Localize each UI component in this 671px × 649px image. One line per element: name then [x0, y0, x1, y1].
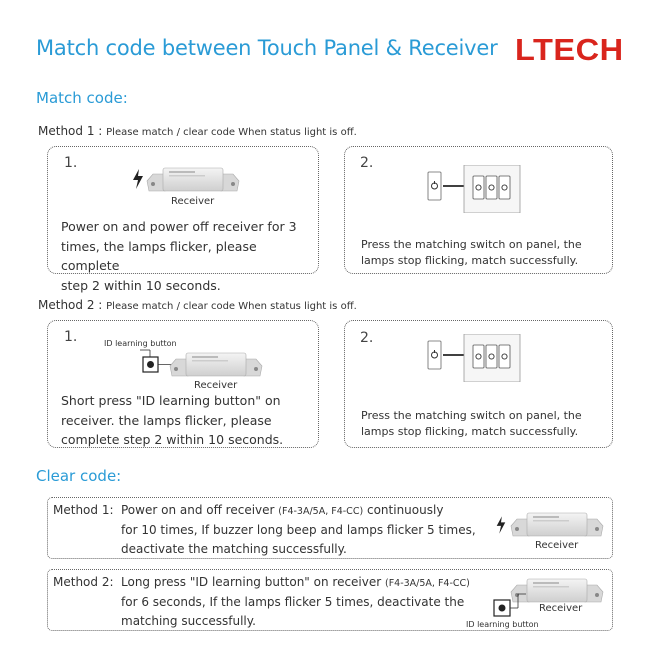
step-number: 1. — [64, 155, 78, 171]
receiver-caption: Receiver — [539, 603, 583, 614]
method-separator: : — [94, 298, 107, 312]
clear-method2-label: Method 2: — [53, 575, 114, 589]
method-label: Method 1 — [38, 124, 95, 138]
touch-panel-icon — [464, 334, 520, 382]
text-line: Press the matching switch on panel, the — [361, 409, 582, 422]
panel-match-diagram — [427, 334, 522, 382]
step-number: 2. — [360, 330, 374, 346]
lightning-icon — [131, 169, 145, 189]
touch-panel-icon — [464, 165, 520, 213]
text-line: for 6 seconds, If the lamps flicker 5 times, deactivate the — [121, 595, 465, 609]
clear-method1-text — [121, 501, 491, 559]
match-code-heading: Match code: — [36, 89, 128, 107]
panel-switch-icon — [428, 172, 441, 200]
match-method1-step1-text — [61, 217, 317, 295]
panel-match-diagram — [427, 165, 522, 213]
id-learning-button-caption: ID learning button — [104, 339, 177, 348]
text-line — [121, 501, 491, 521]
lightning-icon — [495, 516, 507, 534]
method-separator: : — [94, 124, 107, 138]
clear-method2-text — [121, 573, 493, 631]
receiver-device-icon — [509, 509, 605, 539]
method-note: Please match / clear code When status light is off. — [106, 301, 357, 312]
match-method2-step2-text — [361, 408, 611, 440]
clear-code-heading: Clear code: — [36, 467, 122, 485]
model-numbers: (F4-3A/5A, F4-CC) — [278, 506, 364, 517]
text-line: receiver. the lamps flicker, please — [61, 412, 272, 428]
match-method1-line — [38, 124, 357, 138]
text-line: step 2 within 10 seconds. — [61, 277, 221, 293]
method-label: Method 2 — [38, 298, 95, 312]
step-number: 2. — [360, 155, 374, 171]
receiver-caption: Receiver — [194, 380, 238, 391]
receiver-device-icon — [168, 349, 264, 379]
text-line: Short press "ID learning button" on — [61, 393, 281, 408]
ltech-logo: LTECH — [515, 32, 624, 67]
text-line — [121, 573, 493, 593]
method-note: Please match / clear code When status light is off. — [106, 127, 357, 138]
text-line: matching successfully. — [121, 614, 256, 628]
receiver-caption: Receiver — [535, 540, 579, 551]
clear-method1-label: Method 1: — [53, 503, 114, 517]
step-number: 1. — [64, 329, 78, 345]
receiver-device-icon — [145, 164, 241, 194]
text-main: Power on and off receiver — [121, 503, 279, 517]
text-line: complete step 2 within 10 seconds. — [61, 432, 284, 447]
text-line: lamps stop flicking, match successfully. — [361, 254, 579, 267]
model-numbers: (F4-3A/5A, F4-CC) — [385, 578, 470, 589]
text-line: Press the matching switch on panel, the — [361, 238, 582, 251]
panel-switch-icon — [428, 341, 441, 369]
text-line: times, the lamps flicker, please complete — [61, 238, 257, 273]
text-line: deactivate the matching successfully. — [121, 542, 347, 556]
match-method2-step1-text — [61, 391, 317, 450]
text-line: lamps stop flicking, match successfully. — [361, 425, 579, 438]
receiver-caption: Receiver — [171, 196, 215, 207]
id-learning-button-caption: ID learning button — [466, 620, 539, 629]
text-line: Power on and power off receiver for 3 — [61, 219, 297, 234]
text-main: Long press "ID learning button" on receiver — [121, 575, 385, 589]
id-learning-button-icon — [492, 586, 528, 620]
match-method2-line — [38, 298, 357, 312]
match-method1-step2-text — [361, 237, 611, 269]
text-line: for 10 times, If buzzer long beep and lamps flicker 5 times, — [121, 523, 476, 537]
page-title: Match code between Touch Panel & Receiver — [36, 36, 498, 60]
text-tail: continuously — [363, 503, 444, 517]
